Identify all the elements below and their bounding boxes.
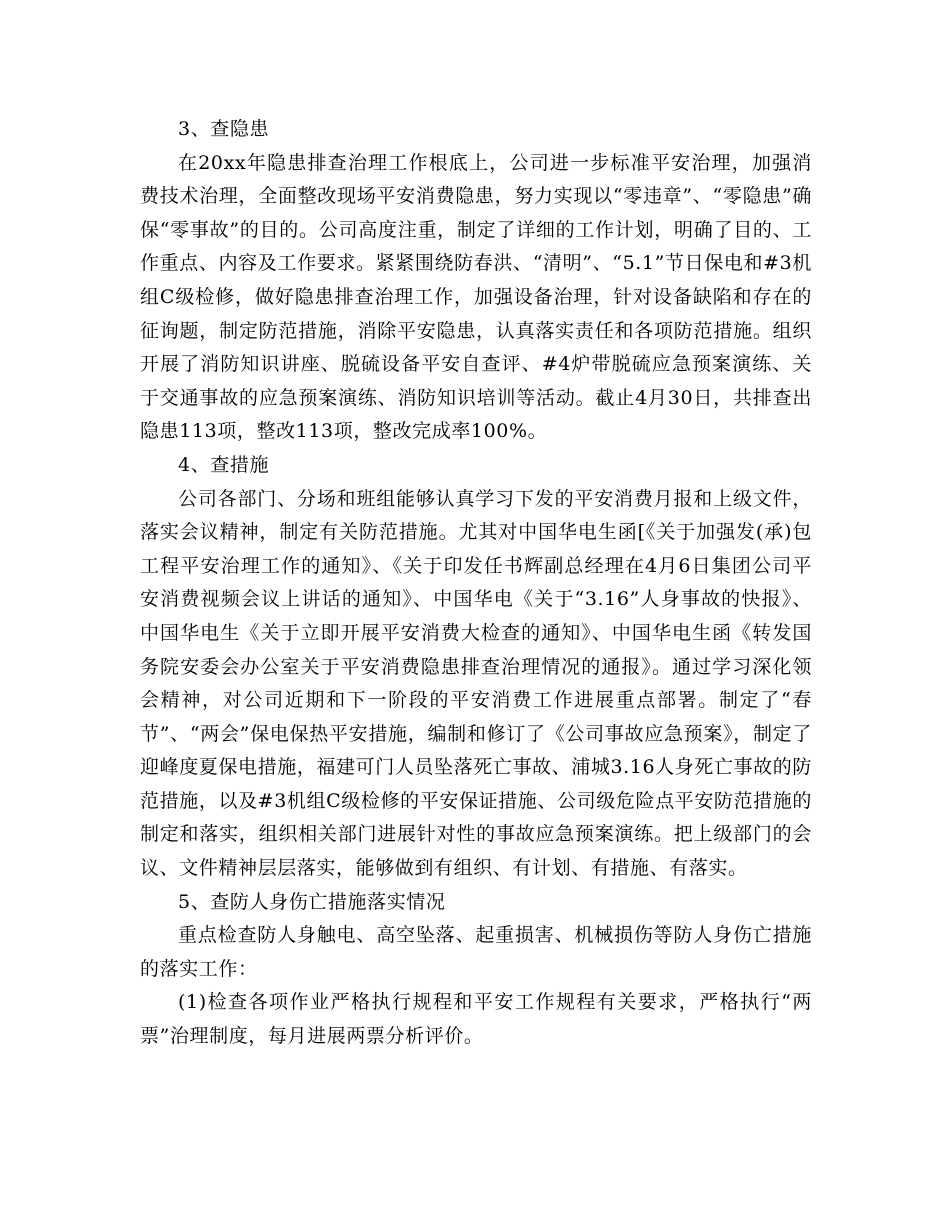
section-heading-injury-prevention: 5、查防人身伤亡措施落实情况 <box>178 890 446 913</box>
paragraph-hidden-dangers: 在20xx年隐患排查治理工作根底上，公司进一步标准平安治理，加强消费技术治理，全面整改现场平安消费隐患，努力实现以“零违章”、“零隐患”确保“零事故”的目的。公司高度注重，制定了详细的工作计划，明确了目的、工作重点、内容及工作要求。紧紧围绕防春洪、“清明”、“5.1”节日保电和#3机组C级检修，做好隐患排查治理工作，加强设备治理，针对设备缺陷和存在的征询题，制定防范措施，消除平安隐患，认真落实责任和各项防范措施。组织开展了消防知识讲座、脱硫设备平安自查评、#4炉带脱硫应急预案演练、关于交通事故的应急预案演练、消防知识培训等活动。截止4月30日，共排查出隐患113项，整改113项，整改完成率100%。 <box>140 151 812 443</box>
section-heading-measures: 4、查措施 <box>178 453 270 476</box>
section-heading-hidden-dangers: 3、查隐患 <box>178 118 270 140</box>
paragraph-measures: 公司各部门、分场和班组能够认真学习下发的平安消费月报和上级文件，落实会议精神，制定有关防范措施。尤其对中国华电生函[《关于加强发(承)包工程平安治理工作的通知》、《关于印发任书辉副总经理在4月6日集团公司平安消费视频会议上讲话的通知》、中国华电《关于“3.16”人身事故的快报》、中国华电生《关于立即开展平安消费大检查的通知》、中国华电生函《转发国务院安委会办公室关于平安消费隐患排查治理情况的通报》。通过学习深化领会精神，对公司近期和下一阶段的平安消费工作进展重点部署。制定了“春节”、“两会”保电保热平安措施，编制和修订了《公司事故应急预案》，制定了迎峰度夏保电措施，福建可门人员坠落死亡事故、浦城3.16人身死亡事故的防范措施，以及#3机组C级检修的平安保证措施、公司级危险点平安防范措施的制定和落实，组织相关部门进展针对性的事故应急预案演练。把上级部门的会议、文件精神层层落实，能够做到有组织、有计划、有措施、有落实。 <box>140 487 812 880</box>
paragraph-injury-prevention-intro: 重点检查防人身触电、高空坠落、起重损害、机械损伤等防人身伤亡措施的落实工作： <box>140 924 812 980</box>
paragraph-injury-prevention-item-1: (1)检查各项作业严格执行规程和平安工作规程有关要求，严格执行“两票”治理制度，每月进展两票分析评价。 <box>140 991 812 1048</box>
document-body <box>140 113 812 1054</box>
